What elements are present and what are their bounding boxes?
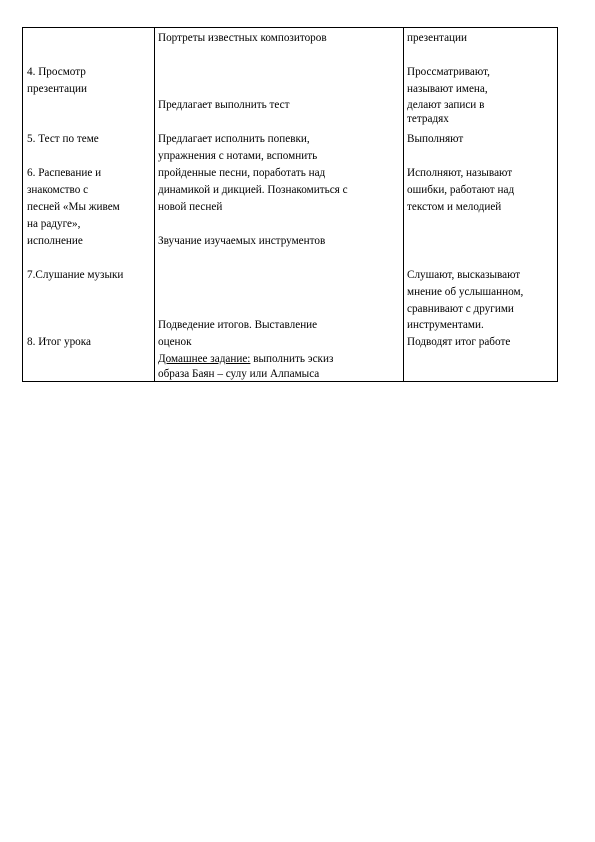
cell-text: 7.Слушание музыки	[27, 269, 124, 281]
cell-text: тетрадях	[407, 113, 449, 125]
cell-text: Предлагает исполнить попевки,	[158, 133, 310, 145]
cell-text: презентации	[27, 83, 88, 95]
cell-text: 4. Просмотр	[27, 66, 86, 78]
cell-text: динамикой и дикцией. Познакомиться с	[158, 184, 348, 196]
cell-text: сравнивают с другими	[407, 303, 514, 315]
cell-text: Портреты известных композиторов	[158, 32, 327, 44]
cell-text: Подводят итог работе	[407, 336, 511, 348]
cell-text: Слушают, высказывают	[407, 269, 521, 281]
cell-text: пройденные песни, поработать над	[158, 167, 326, 179]
cell-text: Исполняют, называют	[407, 167, 513, 179]
cell-text: песней «Мы живем	[27, 201, 120, 213]
cell-text: Звучание изучаемых инструментов	[158, 235, 326, 247]
cell-text: оценок	[158, 336, 192, 348]
cell-text: 5. Тест по теме	[27, 133, 99, 145]
cell-text: знакомство с	[27, 184, 89, 196]
cell-text: презентации	[407, 32, 468, 44]
homework-label: Домашнее задание:	[158, 353, 251, 365]
cell-text: исполнение	[27, 235, 83, 247]
cell-text: Предлагает выполнить тест	[158, 99, 290, 111]
cell-text: текстом и мелодией	[407, 201, 502, 213]
cell-text: Подведение итогов. Выставление	[158, 319, 318, 331]
cell-text: образа Баян – сулу или Алпамыса	[158, 368, 320, 380]
column-divider	[403, 28, 404, 381]
cell-text: 6. Распевание и	[27, 167, 102, 179]
cell-text: ошибки, работают над	[407, 184, 515, 196]
cell-text: на радуге»,	[27, 218, 81, 230]
cell-text: мнение об услышанном,	[407, 286, 524, 298]
cell-text: инструментами.	[407, 319, 484, 331]
cell-text: делают записи в	[407, 99, 485, 111]
cell-text: выполнить эскиз	[250, 353, 334, 365]
cell-text: Выполняют	[407, 133, 464, 145]
cell-text: называют имена,	[407, 83, 488, 95]
cell-text: 8. Итог урока	[27, 336, 92, 348]
cell-text: упражнения с нотами, вспомнить	[158, 150, 318, 162]
cell-text: Проссматривают,	[407, 66, 490, 78]
cell-text: новой песней	[158, 201, 223, 213]
column-divider	[154, 28, 155, 381]
